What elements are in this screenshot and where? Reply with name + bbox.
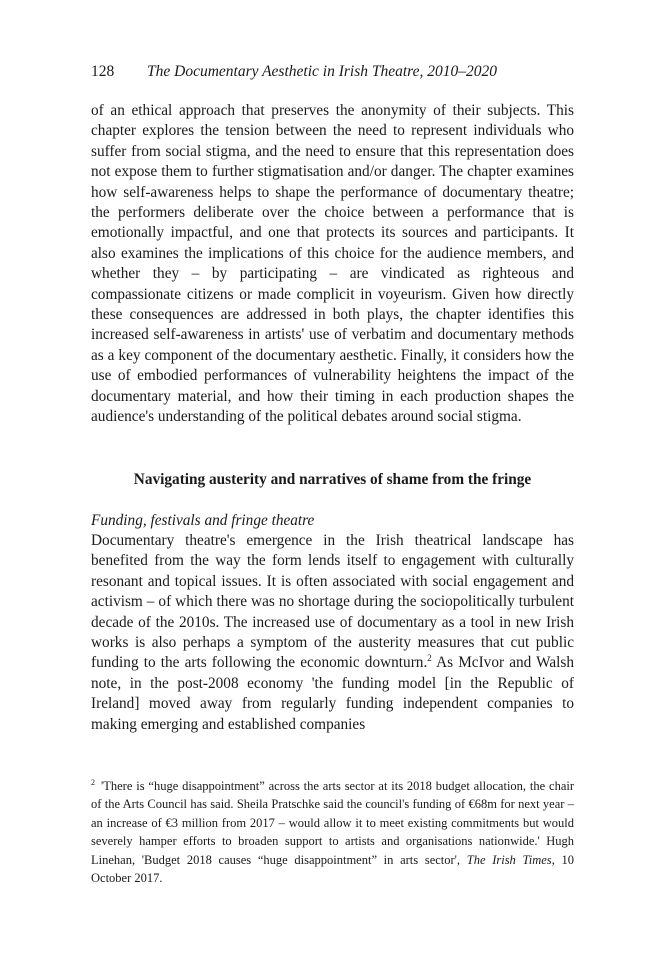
running-head: [91, 62, 574, 82]
book-title: The Documentary Aesthetic in Irish Theatre, 2010–2020: [147, 63, 497, 80]
footnote-mark: 2: [91, 777, 95, 787]
paragraph-text-after-note: As McIvor and Walsh note, in the post-2008 economy 'the funding model [in the Republic of Ireland] moved away from regularly funding independent companies to making emerging and established companies: [91, 654, 575, 733]
paragraph-text-before-note: Documentary theatre's emergence in the Irish theatrical landscape has benefited from the way the form lends itself to engagement with culturally resonant and topical issues. It is often associated with social engagement and activism – of which there was no shortage during the sociopolitically turbulent decade of the 2010s. The increased use of documentary as a tool in new Irish works is also perhaps a symptom of the austerity measures that cut public funding to the arts following the economic downturn.: [91, 531, 574, 672]
book-page: [91, 62, 574, 735]
subsection-heading: Funding, festivals and fringe theatre: [91, 511, 315, 529]
intro-paragraph: of an ethical approach that preserves the anonymity of their subjects. This chapter explores the tension between the need to represent individuals who suffer from social stigma, and the need to ensure that this representation does not expose them to further stigmatisation and/or danger. The chapter examines how self-awareness helps to shape the performance of documentary theatre; the performers deliberate over the choice between a performance that is emotionally impactful, and one that protects its sources and participants. It also examines the implications of this choice for the audience members, and whether they – by participating – are vindicated as righteous and compassionate citizens or made complicit in voyeurism. Given how directly these consequences are addressed in both plays, the chapter identifies this increased self-awareness in artists' use of verbatim and documentary methods as a key component of the documentary aesthetic. Finally, it considers how the use of embodied performances of vulnerability heightens the impact of the documentary material, and how their timing in each production shapes the audience's understanding of the political debates around social stigma.: [91, 102, 574, 426]
section-paragraph: [91, 531, 574, 735]
footnote-reference[interactable]: 2: [427, 653, 432, 664]
page-number: 128: [91, 63, 115, 80]
section-heading: Navigating austerity and narratives of shame from the fringe: [133, 470, 532, 488]
footnote-source-title: The Irish Times: [466, 852, 552, 867]
footnote: [91, 777, 574, 887]
footnote-text: 'There is “huge disappointment” across the arts sector at its 2018 budget allocation, the chair of the Arts Council has said. Sheila Pratschke said the council's funding of €68m for next year – an increase of €3 million from 2017 – would allow it to meet existing commitments but would severely hamper efforts to broaden support to artists and organisations nationwide.' Hugh Linehan, 'Budget 2018 causes “huge disappointment” in arts sector',: [91, 779, 574, 867]
footnote-date: , 10 October 2017.: [91, 852, 575, 886]
